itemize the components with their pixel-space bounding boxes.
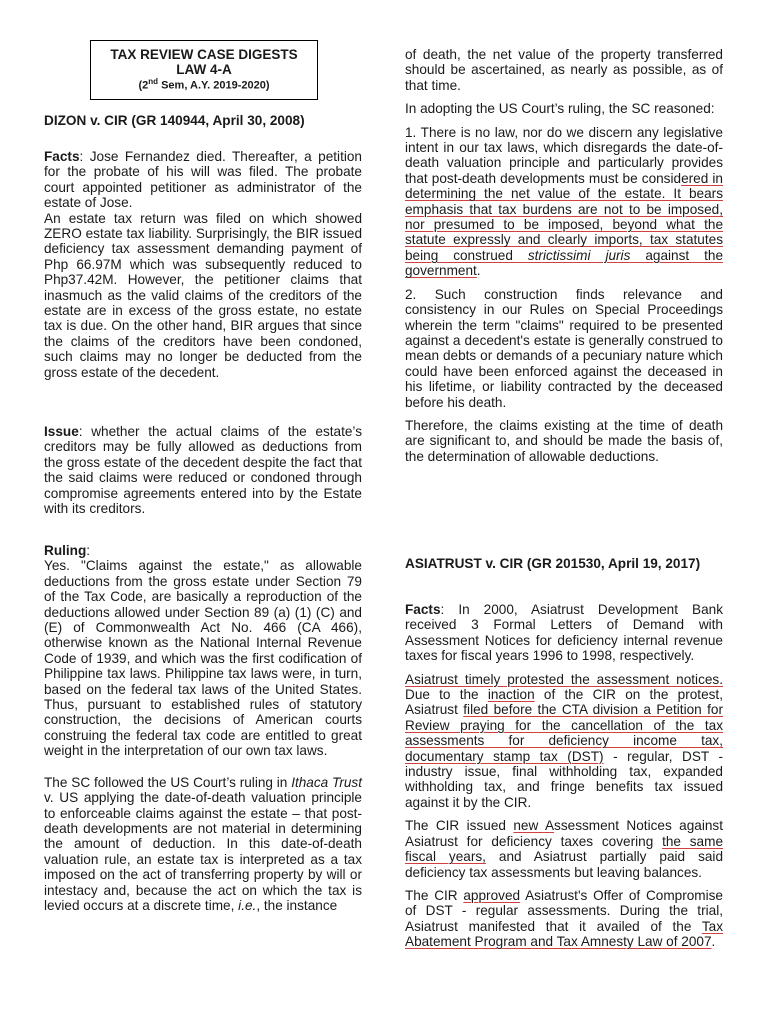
case2-facts-p4: The CIR approved Asiatrust's Offer of Compromise of DST - regular assessments. During the trial, Asiatrust manifested that it availed of the Tax Abatement Program and Tax Amnesty Law of 2007. (405, 887, 723, 950)
ruling-p1: Yes. "Claims against the estate," as allowable deductions from the gross estate under Section 79 of the Tax Code, are basically a reproduction of the deductions allowed under Section 89 (a) (1) (C) and (E) of Commonwealth Act No. 466 (CA 466), otherwise known as the National Internal Revenue Code of 1939, and which was the first codification of Philippine tax laws. Philippine tax laws were, in turn, based on the federal tax laws of the United States. Thus, pursuant to established rules of statutory construction, the decisions of American courts construing the federal tax code are entitled to great weight in the interpretation of our own tax laws. (44, 558, 362, 759)
header-subtitle: LAW 4-A (176, 62, 232, 77)
ruling-cont-p1: of death, the net value of the property transferred should be ascertained, as nearly as possible, as of that time. (405, 47, 723, 93)
case2-facts-p3: The CIR issued new Assessment Notices against Asiatrust for deficiency taxes covering the same fiscal years, and Asiatrust partially paid said deficiency tax assessments but leaving balances. (405, 818, 724, 880)
reason-2: 2. Such construction finds relevance and consistency in our Rules on Special Proceedings wherein the term "claims" required to be presented against a decedent's estate is generally construed to mean debts or demands of a pecuniary nature which could have been enforced against the deceased in his lifetime, or liability contracted by the deceased before his death. (405, 286, 723, 410)
ruling-heading: Ruling: (44, 543, 91, 558)
case2-facts-p1: Facts: In 2000, Asiatrust Development Bank received 3 Formal Letters of Demand with Assessment Notices for deficiency internal revenue taxes for fiscal years 1996 to 1998, respectively. (405, 602, 723, 664)
case1-facts-p2: An estate tax return was filed on which showed ZERO estate tax liability. Surprisingly, the BIR issued deficiency tax assessment demanding payment of Php 66.97M which was subsequently reduced to Php37.42M. However, the petitioner claims that inasmuch as the valid claims of the creditors of the estate are in excess of the gross estate, no estate tax is due. On the other hand, BIR argues that since the claims of the creditors have been condoned, such claims may no longer be deducted from the gross estate of the decedent. (44, 210, 362, 380)
case1-ruling-continued (405, 47, 723, 464)
ruling-p2: The SC followed the US Court’s ruling in Ithaca Trust v. US applying the date-of-death valuation principle to enforceable claims against the estate – that post-death developments are not material in determining the amount of deduction. In this date-of-death valuation rule, an estate tax is interpreted as a tax imposed on the act of transferring property by will or intestacy and, because the act on which the tax is levied occurs at a discrete time, i.e., the instance (44, 774, 362, 913)
case1-ruling (44, 543, 362, 913)
case2-title: ASIATRUST v. CIR (GR 201530, April 19, 2017) (405, 556, 701, 571)
ruling-conclusion: Therefore, the claims existing at the time of death are significant to, and should be made the basis of, the determination of allowable deductions. (405, 417, 723, 464)
case1-facts-p1: Facts: Jose Fernandez died. Thereafter, a petition for the probate of his will was filed. The probate court appointed petitioner as administrator of the estate of Jose. (44, 149, 362, 211)
case2-facts-label: Facts (405, 602, 441, 617)
reason-1: 1. There is no law, nor do we discern any legislative intent in our tax laws, which disregards the date-of-death valuation principle and particularly provides that post-death developments must be considered in determining the net value of the estate. It bears emphasis that tax burdens are not to be imposed, nor presumed to be imposed, beyond what the statute expressly and clearly imports, tax statutes being construed strictissimi juris against the government. (405, 124, 724, 279)
case2-facts (405, 602, 723, 950)
header-semester: (2nd Sem, A.Y. 2019-2020) (138, 77, 270, 92)
case2-facts-p2: Asiatrust timely protested the assessment notices. Due to the inaction of the CIR on the protest, Asiatrust filed before the CTA division a Petition for Review praying for the cancellation of the tax assessments for deficiency income tax, documentary stamp tax (DST) - regular, DST - industry issue, final withholding tax, expanded withholding tax, and fringe benefits tax issued against it by the CIR. (405, 671, 723, 810)
header-title: TAX REVIEW CASE DIGESTS (110, 47, 298, 62)
issue-label: Issue (44, 424, 79, 439)
case1-issue: Issue: whether the actual claims of the estate’s creditors may be fully allowed as deductions from the gross estate of the decedent despite the fact that the said claims were reduced or condoned through compromise agreements entered into by the Estate with its creditors. (44, 424, 362, 517)
ruling-cont-p2: In adopting the US Court’s ruling, the SC reasoned: (405, 101, 715, 117)
case1-title: DIZON v. CIR (GR 140944, April 30, 2008) (44, 113, 305, 128)
ruling-label: Ruling (44, 543, 87, 558)
document-header-box (90, 40, 318, 100)
facts-label: Facts (44, 149, 80, 164)
case1-facts (44, 149, 362, 380)
